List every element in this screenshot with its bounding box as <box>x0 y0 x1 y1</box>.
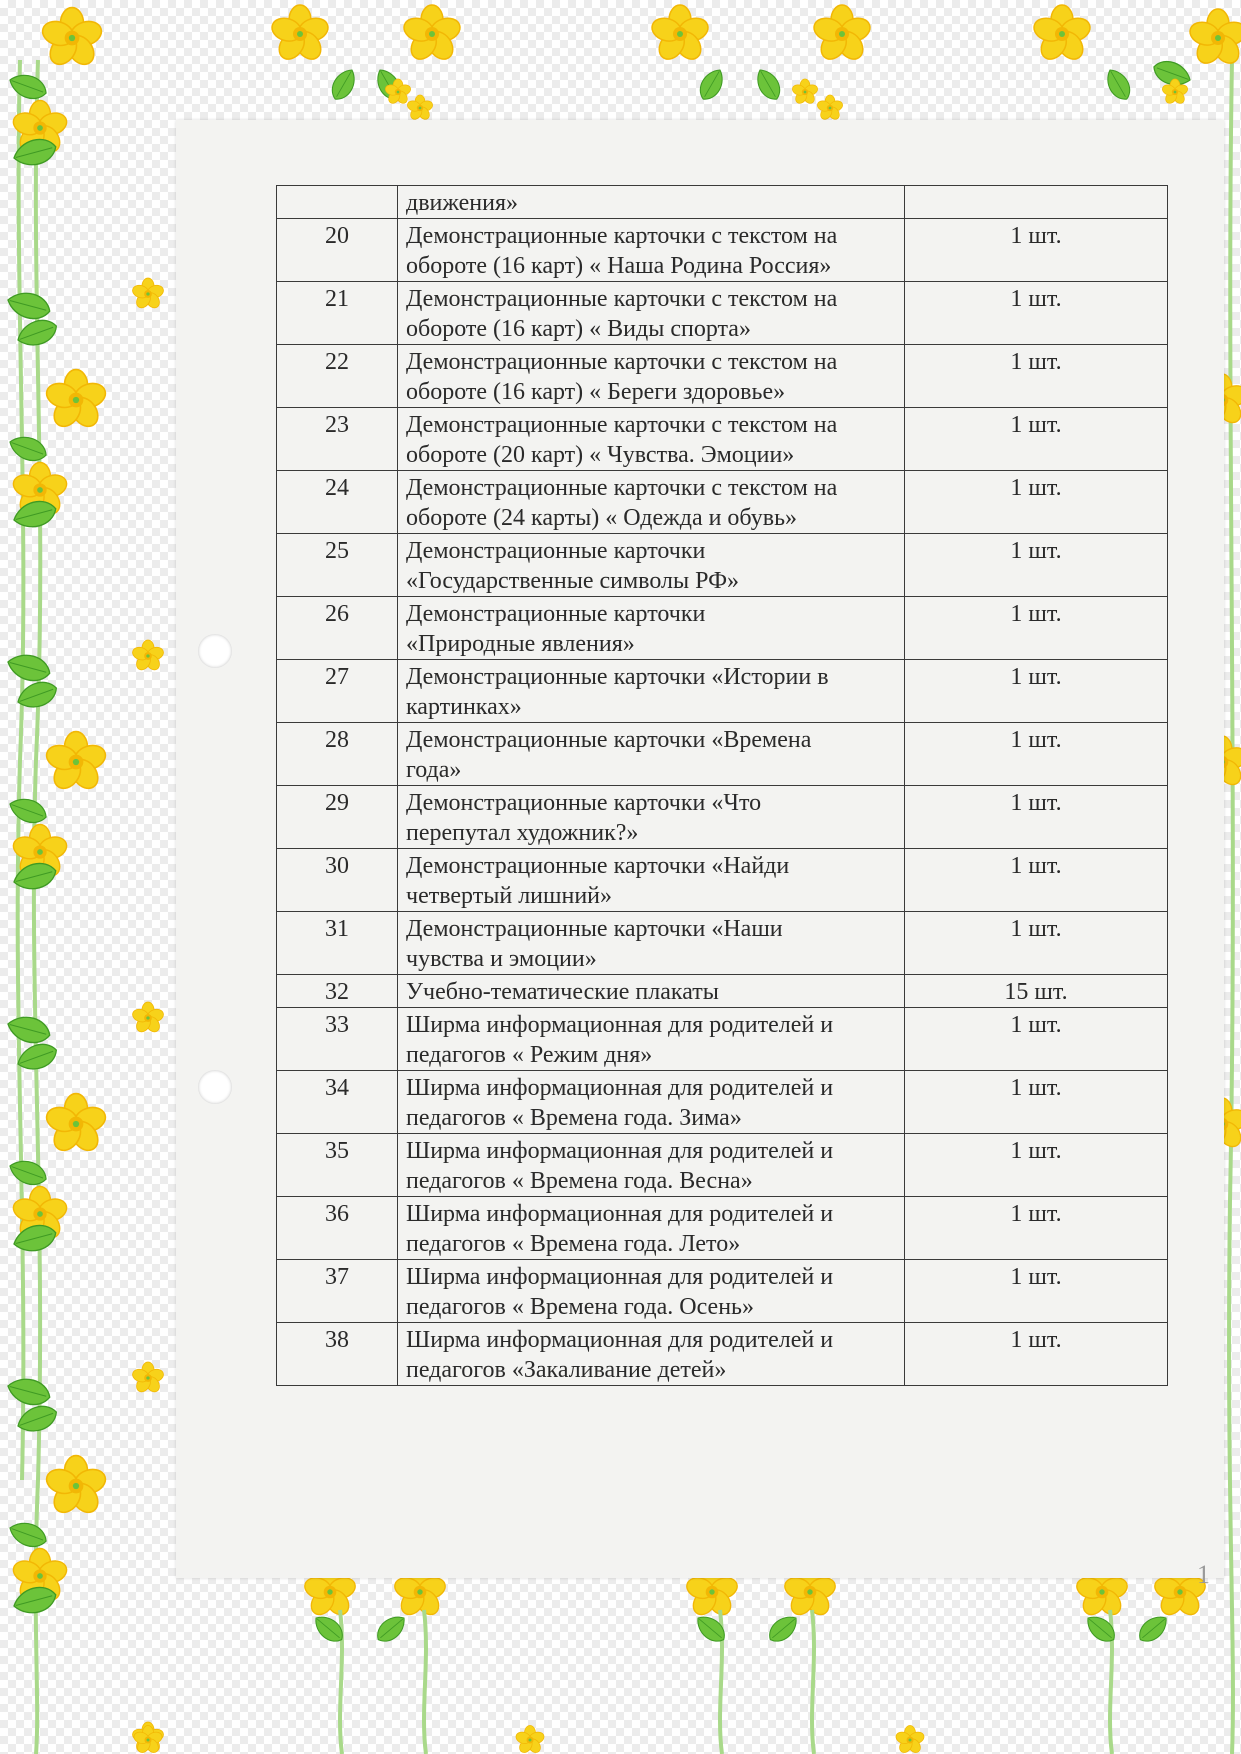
item-name-line: Ширма информационная для родителей и <box>406 1138 834 1164</box>
table-row <box>277 912 1168 975</box>
item-name <box>398 723 905 786</box>
item-name-line: Демонстрационные карточки «Истории в <box>406 664 829 690</box>
row-number: 35 <box>277 1134 398 1197</box>
item-name-line: педагогов « Времена года. Зима» <box>406 1105 742 1131</box>
yellow-flower-icon <box>816 95 844 122</box>
item-name-line: Демонстрационные карточки с текстом на <box>406 475 838 501</box>
green-leaf-icon <box>327 65 360 104</box>
item-name-line: обороте (16 карт) « Береги здоровье» <box>406 379 786 405</box>
table-row <box>277 219 1168 282</box>
yellow-flower-icon <box>131 1362 165 1394</box>
row-number: 37 <box>277 1260 398 1323</box>
page-number: 1 <box>1197 1560 1210 1589</box>
row-number: 27 <box>277 660 398 723</box>
item-quantity: 1 шт. <box>905 1197 1168 1260</box>
item-name-line: Демонстрационные карточки «Что <box>406 790 762 816</box>
yellow-flower-icon <box>131 640 165 672</box>
item-quantity: 1 шт. <box>905 345 1168 408</box>
yellow-flower-icon <box>39 8 104 70</box>
item-quantity: 1 шт. <box>905 1134 1168 1197</box>
yellow-flower-icon <box>406 95 434 122</box>
yellow-flower-icon <box>791 79 819 106</box>
row-number: 23 <box>277 408 398 471</box>
table-row <box>277 408 1168 471</box>
table-row <box>277 723 1168 786</box>
green-leaf-icon <box>1102 65 1135 104</box>
row-number: 22 <box>277 345 398 408</box>
item-name-line: Демонстрационные карточки «Времена <box>406 727 812 753</box>
yellow-flower-icon <box>895 1726 926 1754</box>
item-name-line: педагогов « Времена года. Осень» <box>406 1294 754 1320</box>
item-name <box>398 408 905 471</box>
item-name-line: чувства и эмоции» <box>406 946 597 972</box>
yellow-flower-icon <box>131 278 165 310</box>
item-name <box>398 219 905 282</box>
row-number: 36 <box>277 1197 398 1260</box>
item-name-line: обороте (16 карт) « Виды спорта» <box>406 316 751 342</box>
item-name-line: педагогов « Режим дня» <box>406 1042 653 1068</box>
item-quantity: 1 шт. <box>905 282 1168 345</box>
item-name-line: Демонстрационные карточки «Найди <box>406 853 790 879</box>
green-leaf-icon <box>5 1374 53 1409</box>
item-quantity: 1 шт. <box>905 534 1168 597</box>
green-leaf-icon <box>5 650 53 685</box>
table-row <box>277 471 1168 534</box>
vine-stem <box>18 60 24 1480</box>
item-name-line: Демонстрационные карточки с текстом на <box>406 223 838 249</box>
item-name <box>398 849 905 912</box>
item-quantity: 1 шт. <box>905 597 1168 660</box>
table-row <box>277 1323 1168 1386</box>
item-name-line: перепутал художник?» <box>406 820 639 846</box>
item-name <box>398 534 905 597</box>
item-name <box>398 282 905 345</box>
yellow-flower-icon <box>43 732 108 794</box>
item-quantity: 1 шт. <box>905 912 1168 975</box>
item-name-line: Ширма информационная для родителей и <box>406 1327 834 1353</box>
item-name <box>398 597 905 660</box>
item-quantity: 1 шт. <box>905 471 1168 534</box>
table-row <box>277 186 1168 219</box>
item-name <box>398 1008 905 1071</box>
item-name <box>398 471 905 534</box>
yellow-flower-icon <box>649 5 711 64</box>
table-row <box>277 1260 1168 1323</box>
green-leaf-icon <box>752 65 785 104</box>
yellow-flower-icon <box>43 370 108 432</box>
item-name-line: Демонстрационные карточки с текстом на <box>406 412 838 438</box>
yellow-flower-icon <box>43 1094 108 1156</box>
item-quantity: 1 шт. <box>905 1323 1168 1386</box>
inventory-table <box>276 185 1168 1386</box>
green-leaf-icon <box>372 1611 410 1647</box>
item-name <box>398 1134 905 1197</box>
yellow-flower-icon <box>515 1726 546 1754</box>
green-leaf-icon <box>5 288 53 323</box>
row-number: 20 <box>277 219 398 282</box>
table-row <box>277 597 1168 660</box>
item-quantity: 1 шт. <box>905 1008 1168 1071</box>
table-row <box>277 1008 1168 1071</box>
row-number: 33 <box>277 1008 398 1071</box>
row-number: 21 <box>277 282 398 345</box>
item-name <box>398 660 905 723</box>
row-number: 29 <box>277 786 398 849</box>
row-number <box>277 186 398 219</box>
row-number: 34 <box>277 1071 398 1134</box>
green-leaf-icon <box>6 432 49 465</box>
item-name <box>398 345 905 408</box>
item-name-line: Учебно-тематические плакаты <box>406 979 719 1005</box>
item-quantity: 1 шт. <box>905 1260 1168 1323</box>
yellow-flower-icon <box>43 1456 108 1518</box>
item-name-line: обороте (20 карт) « Чувства. Эмоции» <box>406 442 795 468</box>
vine-stem <box>424 1610 426 1754</box>
item-name-line: «Природные явления» <box>406 631 635 657</box>
yellow-flower-icon <box>811 5 873 64</box>
item-quantity <box>905 186 1168 219</box>
green-leaf-icon <box>5 1012 53 1047</box>
item-name <box>398 1071 905 1134</box>
row-number: 28 <box>277 723 398 786</box>
row-number: 24 <box>277 471 398 534</box>
table-row <box>277 534 1168 597</box>
item-quantity: 1 шт. <box>905 219 1168 282</box>
green-leaf-icon <box>695 65 728 104</box>
item-name <box>398 786 905 849</box>
item-name <box>398 975 905 1008</box>
table-row <box>277 975 1168 1008</box>
table-row <box>277 849 1168 912</box>
row-number: 26 <box>277 597 398 660</box>
item-name-line: Ширма информационная для родителей и <box>406 1075 834 1101</box>
item-name-line: Демонстрационные карточки с текстом на <box>406 349 838 375</box>
item-quantity: 15 шт. <box>905 975 1168 1008</box>
yellow-flower-icon <box>269 5 331 64</box>
item-quantity: 1 шт. <box>905 1071 1168 1134</box>
item-name-line: Ширма информационная для родителей и <box>406 1201 834 1227</box>
item-name-line: Демонстрационные карточки <box>406 538 706 564</box>
table-row <box>277 345 1168 408</box>
green-leaf-icon <box>6 70 49 103</box>
table-row <box>277 282 1168 345</box>
green-leaf-icon <box>6 1156 49 1189</box>
table-row <box>277 786 1168 849</box>
green-leaf-icon <box>1082 1611 1120 1647</box>
item-name <box>398 1323 905 1386</box>
row-number: 25 <box>277 534 398 597</box>
table-row <box>277 660 1168 723</box>
item-name-line: года» <box>406 757 462 783</box>
yellow-flower-icon <box>401 5 463 64</box>
punch-hole <box>198 1070 232 1104</box>
item-name-line: четвертый лишний» <box>406 883 613 909</box>
yellow-flower-icon <box>1187 9 1241 68</box>
item-name-line: картинках» <box>406 694 522 720</box>
item-name <box>398 1260 905 1323</box>
green-leaf-icon <box>764 1611 802 1647</box>
punch-hole <box>198 634 232 668</box>
table-row <box>277 1071 1168 1134</box>
green-leaf-icon <box>6 1518 49 1551</box>
item-name <box>398 1197 905 1260</box>
vine-stem <box>812 1610 814 1754</box>
table-row <box>277 1134 1168 1197</box>
green-leaf-icon <box>692 1611 730 1647</box>
item-quantity: 1 шт. <box>905 786 1168 849</box>
table-row <box>277 1197 1168 1260</box>
row-number: 38 <box>277 1323 398 1386</box>
row-number: 31 <box>277 912 398 975</box>
item-quantity: 1 шт. <box>905 849 1168 912</box>
item-name-line: Демонстрационные карточки «Наши <box>406 916 783 942</box>
row-number: 32 <box>277 975 398 1008</box>
green-leaf-icon <box>6 794 49 827</box>
vine-stem <box>1229 60 1233 1754</box>
item-name-line: обороте (24 карты) « Одежда и обувь» <box>406 505 798 531</box>
yellow-flower-icon <box>1031 5 1093 64</box>
document-page <box>176 120 1224 1589</box>
item-name-line: Ширма информационная для родителей и <box>406 1264 834 1290</box>
item-name-line: Демонстрационные карточки <box>406 601 706 627</box>
item-name-line: «Государственные символы РФ» <box>406 568 740 594</box>
item-name-line: педагогов « Времена года. Лето» <box>406 1231 741 1257</box>
yellow-flower-icon <box>131 1002 165 1034</box>
item-name-line: педагогов «Закаливание детей» <box>406 1357 727 1383</box>
item-name: движения» <box>398 186 905 219</box>
green-leaf-icon <box>1134 1611 1172 1647</box>
item-quantity: 1 шт. <box>905 660 1168 723</box>
row-number: 30 <box>277 849 398 912</box>
item-name-line: Демонстрационные карточки с текстом на <box>406 286 838 312</box>
item-quantity: 1 шт. <box>905 723 1168 786</box>
item-name-line: обороте (16 карт) « Наша Родина Россия» <box>406 253 832 279</box>
item-name-line: Ширма информационная для родителей и <box>406 1012 834 1038</box>
item-name-line: педагогов « Времена года. Весна» <box>406 1168 753 1194</box>
item-name <box>398 912 905 975</box>
item-quantity: 1 шт. <box>905 408 1168 471</box>
